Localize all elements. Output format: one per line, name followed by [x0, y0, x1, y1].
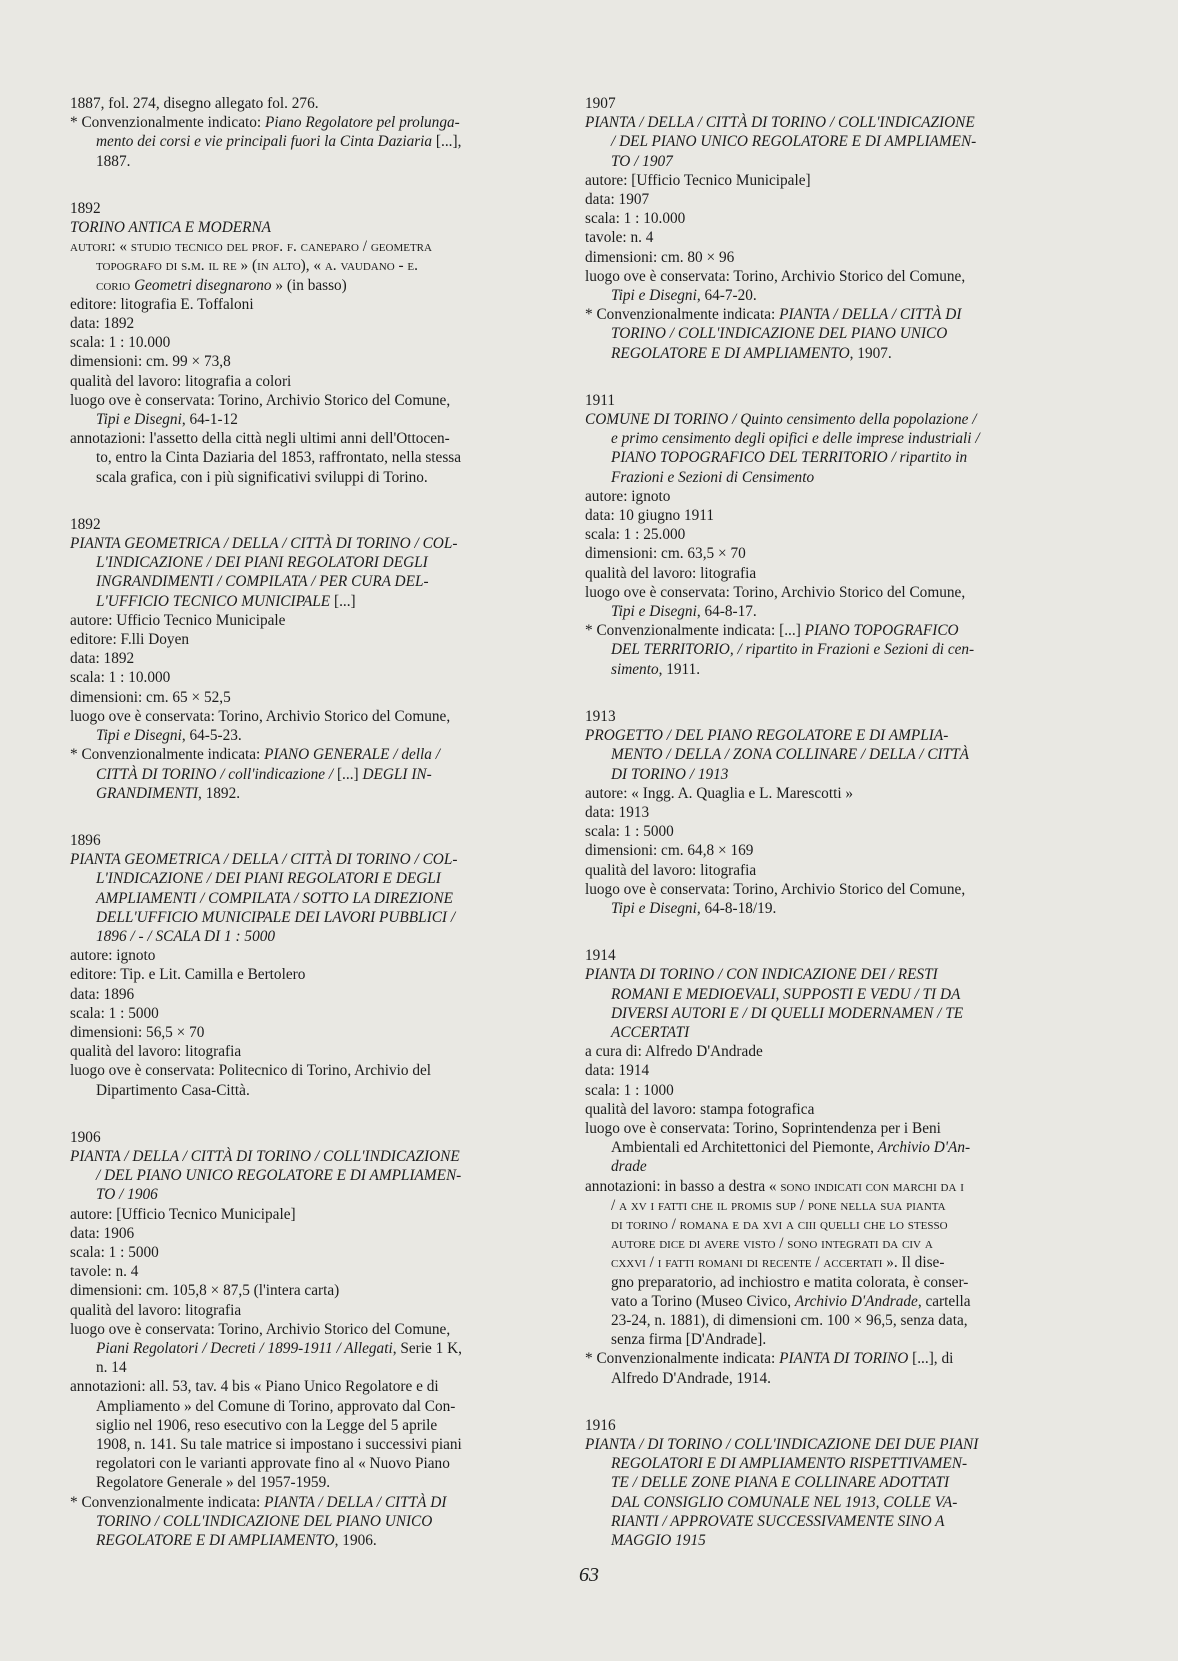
conv-label: * Convenzionalmente indicata: [585, 306, 780, 324]
entry-notes: annotazioni: all. 53, tav. 4 bis « Piano Unico Regolatore e di [70, 1378, 439, 1396]
entry-conventional: TORINO / COLL'INDICAZIONE DEL PIANO UNICO [611, 325, 948, 343]
entry-text [70, 132, 536, 151]
notes-part: , cartella [917, 1292, 971, 1310]
collection-name: Archivio D'Andrade [794, 1292, 918, 1310]
entry-location [70, 726, 536, 745]
entry-title: AMPLIAMENTI / COMPILATA / SOTTO LA DIREZIONE [96, 889, 453, 907]
collection-ref: , 64-8-17. [696, 603, 757, 621]
conv-label: * Convenzionalmente indicata: [585, 1350, 780, 1368]
collection-name: Tipi e Disegni [611, 603, 697, 621]
notes-part: sono indicati con marchi da i [780, 1177, 964, 1195]
entry-dimensions: dimensioni: cm. 65 × 52,5 [70, 688, 231, 706]
entry-conventional: TORINO / COLL'INDICAZIONE DEL PIANO UNICO [96, 1512, 433, 1530]
conv-part: [...] [336, 765, 359, 783]
conv-title: PIANTA / DELLA / CITTÀ DI [264, 1493, 447, 1511]
entry-1916 [585, 1416, 1050, 1550]
collection-ref: , 64-1-12 [181, 411, 238, 429]
entry-notes [585, 1253, 1050, 1272]
entry-conventional [70, 1531, 536, 1550]
entry-date: data: 1896 [70, 985, 135, 1003]
conv-year: , 1906. [334, 1532, 377, 1550]
entry-notes: to, entro la Cinta Daziaria del 1853, raffrontato, nella stessa [96, 449, 462, 467]
collection-name: Archivio D'An- [877, 1139, 971, 1157]
entry-author: autore: Ufficio Tecnico Municipale [70, 611, 286, 629]
entry-location: luogo ove è conservata: Torino, Archivio Storico del Comune, [585, 267, 966, 285]
entry-title [585, 448, 1050, 467]
entry-location: luogo ove è conservata: Torino, Soprintendenza per i Beni [585, 1119, 941, 1137]
page-number: 63 [579, 1564, 599, 1586]
conv-tail: [...], [432, 133, 462, 151]
entry-title: DI TORINO / 1913 [611, 765, 729, 783]
notes-part: annotazioni: in basso a destra « [585, 1177, 781, 1195]
entry-title: L'INDICAZIONE / DEI PIANI REGOLATORI DEGLI [96, 554, 428, 572]
entry-title: DAL CONSIGLIO COMUNALE NEL 1913, COLLE VA- [611, 1493, 958, 1511]
entry-title: 1896 / - / SCALA DI 1 : 5000 [96, 927, 276, 945]
conv-title: PIANO GENERALE / della / [264, 746, 441, 764]
conv-title: REGOLATORE E DI AMPLIAMENTO [96, 1532, 335, 1550]
entry-location [70, 410, 536, 429]
entry-title: PROGETTO / DEL PIANO REGOLATORE E DI AMPLIA- [585, 727, 949, 745]
conv-title: Piano Regolatore pel prolunga- [264, 114, 460, 132]
entry-title: PIANTA / DELLA / CITTÀ DI TORINO / COLL'INDICAZIONE [70, 1147, 460, 1165]
entry-title: PIANTA GEOMETRICA / DELLA / CITTÀ DI TORINO / COL- [70, 535, 458, 553]
entry-editor: a cura di: Alfredo D'Andrade [585, 1043, 763, 1061]
entry-location: n. 14 [96, 1359, 127, 1377]
entry-conventional [70, 765, 536, 784]
entry-dimensions: dimensioni: cm. 64,8 × 169 [585, 842, 754, 860]
entry-year: 1892 [70, 515, 101, 533]
entry-author: autore: « Ingg. A. Quaglia e L. Marescotti » [585, 784, 854, 802]
collection-name: Tipi e Disegni [96, 727, 182, 745]
conv-title: PIANO TOPOGRAFICO [804, 622, 959, 640]
entry-1896 [70, 831, 536, 1100]
conv-label: * Convenzionalmente indicata: [585, 622, 780, 640]
entry-text: 1887. [96, 152, 131, 170]
entry-author: autore: [Ufficio Tecnico Municipale] [585, 171, 811, 189]
entry-text: 1887, fol. 274, disegno allegato fol. 276. [70, 95, 319, 112]
entry-title [585, 410, 1050, 429]
entry-scale: scala: 1 : 10.000 [585, 210, 686, 228]
title-part: / ripartito in [887, 449, 968, 467]
entry-title: L'INDICAZIONE / DEI PIANI REGOLATORI E DEGLI [96, 870, 441, 888]
entry-title: PIANTA / DI TORINO / COLL'INDICAZIONE DEI DUE PIANI [585, 1436, 979, 1453]
entry-publisher: editore: Tip. e Lit. Camilla e Bertolero [70, 966, 306, 984]
entry-dimensions: dimensioni: cm. 105,8 × 87,5 (l'intera carta) [70, 1282, 340, 1300]
entry-notes: autore dice di avere visto / sono integrati da civ a [611, 1235, 933, 1253]
collection-ref: , 64-5-23. [181, 727, 242, 745]
entry-notes: Regolatore Generale » del 1957-1959. [96, 1474, 331, 1492]
entry-location: luogo ove è conservata: Torino, Archivio Storico del Comune, [70, 391, 451, 409]
entry-conventional: Alfredo D'Andrade, 1914. [611, 1369, 771, 1387]
entry-1911 [585, 391, 1050, 679]
entry-title: / DEL PIANO UNICO REGOLATORE E DI AMPLIAMEN- [96, 1167, 462, 1185]
entry-title: PIANTA / DELLA / CITTÀ DI TORINO / COLL'INDICAZIONE [585, 114, 975, 132]
collection-ref: , 64-7-20. [696, 287, 757, 305]
entry-notes: siglio nel 1906, reso esecutivo con la Legge del 5 aprile [96, 1416, 438, 1434]
entry-conventional [585, 305, 1050, 324]
entry-location: luogo ove è conservata: Torino, Archivio Storico del Comune, [70, 707, 451, 725]
entry-scale: scala: 1 : 5000 [70, 1243, 159, 1261]
entry-title: RIANTI / APPROVATE SUCCESSIVAMENTE SINO A [611, 1512, 945, 1530]
conv-year: , 1892. [197, 784, 241, 802]
title-part: Quinto censimento della popolazione / [740, 411, 977, 429]
entry-title: TO / 1906 [96, 1186, 158, 1204]
entry-plates: tavole: n. 4 [70, 1263, 139, 1281]
entry-year: 1892 [70, 199, 101, 217]
conv-year: , 1911. [658, 660, 701, 678]
entry-notes: di torino / romana e da xvi a ciii quelli che lo stesso [611, 1215, 948, 1233]
entry-quality: qualità del lavoro: litografia [70, 1301, 242, 1319]
conv-year: , 1907. [849, 344, 892, 362]
authors-part: corio [96, 276, 135, 294]
conv-label: * Convenzionalmente indicata: [70, 746, 265, 764]
entry-conventional [585, 1349, 1050, 1368]
entry-scale: scala: 1 : 10.000 [70, 669, 171, 687]
entry-title: / DEL PIANO UNICO REGOLATORE E DI AMPLIAMEN- [611, 133, 977, 151]
entry-location: luogo ove è conservata: Politecnico di Torino, Archivio del [70, 1062, 432, 1080]
entry-year: 1914 [585, 947, 616, 965]
authors-part: » (in basso) [271, 276, 347, 294]
collection-ref: , Serie 1 K, [392, 1339, 462, 1357]
entry-quality: qualità del lavoro: litografia [585, 861, 757, 879]
entry-1887-continuation [70, 94, 536, 171]
entry-1892-torino-antica [70, 199, 536, 487]
collection-name: Tipi e Disegni [611, 899, 697, 917]
entry-notes [585, 1292, 1050, 1311]
entry-title: REGOLATORI E DI AMPLIAMENTO RISPETTIVAMEN- [611, 1455, 968, 1473]
entry-location [585, 286, 1050, 305]
conv-label: * Convenzionalmente indicato: [70, 114, 265, 132]
entry-quality: qualità del lavoro: stampa fotografica [585, 1100, 815, 1118]
location-part: Ambientali ed Architettonici del Piemonte, [611, 1139, 878, 1157]
entry-conventional [585, 660, 1050, 679]
entry-location [585, 602, 1050, 621]
left-column [70, 94, 536, 1578]
entry-location [585, 1138, 1050, 1157]
collection-name: Tipi e Disegni [611, 287, 697, 305]
entry-notes: / a xv i fatti che il promis sup / pone nella sua pianta [611, 1196, 946, 1214]
conv-part: [...] [779, 622, 805, 640]
entry-title: DELL'UFFICIO MUNICIPALE DEI LAVORI PUBBLICI / [96, 908, 456, 926]
entry-dimensions: dimensioni: cm. 63,5 × 70 [585, 545, 746, 563]
entry-notes: scala grafica, con i più significativi sviluppi di Torino. [96, 468, 428, 486]
entry-conventional [585, 344, 1050, 363]
collection-name: Tipi e Disegni [96, 411, 182, 429]
entry-year: 1907 [585, 95, 616, 112]
entry-location [585, 899, 1050, 918]
conv-title: mento dei corsi e vie principali fuori la Cinta Daziaria [96, 133, 433, 151]
entry-authors: autori: « studio tecnico del prof. f. caneparo / geometra [70, 238, 432, 256]
entry-plates: tavole: n. 4 [585, 229, 654, 247]
entry-location: Dipartimento Casa-Città. [96, 1081, 250, 1099]
collection-ref: , 64-8-18/19. [696, 899, 777, 917]
entry-title: MAGGIO 1915 [611, 1532, 706, 1550]
entry-date: data: 1907 [585, 191, 650, 209]
entry-date: data: 10 giugno 1911 [585, 507, 715, 525]
conv-title: , / ripartito in Frazioni e Sezioni di cen- [729, 641, 975, 659]
entry-authors: topografo di s.m. il re » (in alto), « a. vaudano - e. [96, 257, 418, 275]
entry-1914 [585, 946, 1050, 1388]
title-part: [...] [330, 592, 356, 610]
entry-author: autore: [Ufficio Tecnico Municipale] [70, 1205, 296, 1223]
entry-author: autore: ignoto [585, 487, 671, 505]
entry-1907 [585, 94, 1050, 363]
entry-title: PIANTA GEOMETRICA / DELLA / CITTÀ DI TORINO / COL- [70, 851, 458, 869]
conv-title: PIANTA / DELLA / CITTÀ DI [779, 306, 962, 324]
conv-title: REGOLATORE E DI AMPLIAMENTO [611, 344, 850, 362]
conv-title: PIANTA DI TORINO [779, 1350, 909, 1368]
notes-part: vato a Torino (Museo Civico, [611, 1292, 795, 1310]
entry-notes: regolatori con le varianti approvate fino al « Nuovo Piano [96, 1455, 450, 1473]
entry-conventional [70, 1493, 536, 1512]
conv-label: * Convenzionalmente indicata: [70, 1493, 265, 1511]
conv-title: DEGLI IN- [358, 765, 432, 783]
entry-title [70, 592, 536, 611]
entry-location: luogo ove è conservata: Torino, Archivio Storico del Comune, [585, 583, 966, 601]
entry-title: MENTO / DELLA / ZONA COLLINARE / DELLA / CITTÀ [611, 746, 970, 764]
entry-publisher: editore: litografia E. Toffaloni [70, 295, 254, 313]
entry-dimensions: dimensioni: cm. 99 × 73,8 [70, 353, 231, 371]
authors-part: Geometri disegnarono [134, 276, 272, 294]
entry-title: PIANTA DI TORINO / CON INDICAZIONE DEI / RESTI [585, 966, 938, 984]
right-column [585, 94, 1050, 1578]
conv-title: CITTÀ DI TORINO / coll'indicazione / [96, 765, 337, 783]
entry-dimensions: dimensioni: cm. 80 × 96 [585, 248, 735, 266]
entry-date: data: 1892 [70, 315, 135, 333]
entry-1892-pianta-geometrica [70, 515, 536, 803]
entry-title: DIVERSI AUTORI E / DI QUELLI MODERNAMEN / TE [611, 1004, 964, 1022]
entry-title: ACCERTATI [611, 1023, 690, 1041]
entry-scale: scala: 1 : 25.000 [585, 526, 686, 544]
entry-notes: annotazioni: l'assetto della città negli ultimi anni dell'Ottocen- [70, 430, 450, 448]
entry-scale: scala: 1 : 1000 [585, 1081, 674, 1099]
title-part: PIANO TOPOGRAFICO DEL TERRITORIO [611, 449, 888, 467]
entry-title: Frazioni e Sezioni di Censimento [611, 468, 815, 486]
entry-notes: senza firma [D'Andrade]. [611, 1331, 767, 1349]
entry-date: data: 1913 [585, 803, 650, 821]
conv-title: simento [611, 660, 659, 678]
entry-quality: qualità del lavoro: litografia [70, 1043, 242, 1061]
entry-year: 1906 [70, 1128, 101, 1146]
entry-notes: gno preparatorio, ad inchiostro e matita colorata, è conser- [611, 1273, 969, 1291]
entry-location: luogo ove è conservata: Torino, Archivio Storico del Comune, [585, 880, 966, 898]
entry-title: e primo censimento degli opifici e delle imprese industriali / [611, 430, 980, 448]
entry-authors [70, 276, 536, 295]
entry-title: ROMANI E MEDIOEVALI, SUPPOSTI E VEDU / TI DA [611, 985, 961, 1003]
entry-location [70, 1339, 536, 1358]
entry-notes: 1908, n. 141. Su tale matrice si impostano i successivi piani [96, 1436, 462, 1453]
entry-text [70, 113, 536, 132]
entry-conventional [70, 745, 536, 764]
title-part: L'UFFICIO TECNICO MUNICIPALE [96, 592, 331, 610]
entry-location: luogo ove è conservata: Torino, Archivio Storico del Comune, [70, 1320, 451, 1338]
entry-title: TORINO ANTICA E MODERNA [70, 219, 271, 237]
entry-1913 [585, 707, 1050, 918]
entry-year: 1916 [585, 1416, 616, 1434]
entry-year: 1911 [585, 391, 616, 409]
entry-notes [585, 1177, 1050, 1196]
entry-quality: qualità del lavoro: litografia a colori [70, 372, 292, 390]
notes-part: ». Il dise- [882, 1254, 945, 1272]
entry-conventional [585, 621, 1050, 640]
entry-title: INGRANDIMENTI / COMPILATA / PER CURA DEL- [96, 573, 429, 591]
entry-scale: scala: 1 : 10.000 [70, 334, 171, 352]
entry-scale: scala: 1 : 5000 [585, 823, 674, 841]
entry-location: drade [611, 1158, 647, 1176]
entry-date: data: 1906 [70, 1224, 135, 1242]
entry-conventional [585, 640, 1050, 659]
title-part: COMUNE DI TORINO / [585, 411, 741, 429]
entry-1906 [70, 1128, 536, 1550]
entry-notes: Ampliamento » del Comune di Torino, approvato dal Con- [96, 1397, 456, 1415]
entry-notes: 23-24, n. 1881), di dimensioni cm. 100 × 96,5, senza data, [611, 1311, 968, 1329]
conv-title: DEL TERRITORIO [611, 641, 730, 659]
entry-date: data: 1914 [585, 1062, 650, 1080]
notes-part: cxxvi / i fatti romani di recente / accertati [611, 1254, 883, 1272]
entry-scale: scala: 1 : 5000 [70, 1004, 159, 1022]
entry-title: TO / 1907 [611, 152, 673, 170]
conv-title: GRANDIMENTI [96, 784, 198, 802]
conv-part: [...], di [908, 1350, 954, 1368]
entry-author: autore: ignoto [70, 947, 156, 965]
collection-name: Piani Regolatori / Decreti / 1899-1911 / Allegati [96, 1339, 393, 1357]
entry-title: TE / DELLE ZONE PIANA E COLLINARE ADOTTATI [611, 1474, 950, 1492]
entry-publisher: editore: F.lli Doyen [70, 631, 190, 649]
entry-year: 1913 [585, 707, 616, 725]
entry-year: 1896 [70, 831, 101, 849]
entry-quality: qualità del lavoro: litografia [585, 564, 757, 582]
entry-conventional [70, 784, 536, 803]
entry-dimensions: dimensioni: 56,5 × 70 [70, 1023, 205, 1041]
entry-date: data: 1892 [70, 650, 135, 668]
